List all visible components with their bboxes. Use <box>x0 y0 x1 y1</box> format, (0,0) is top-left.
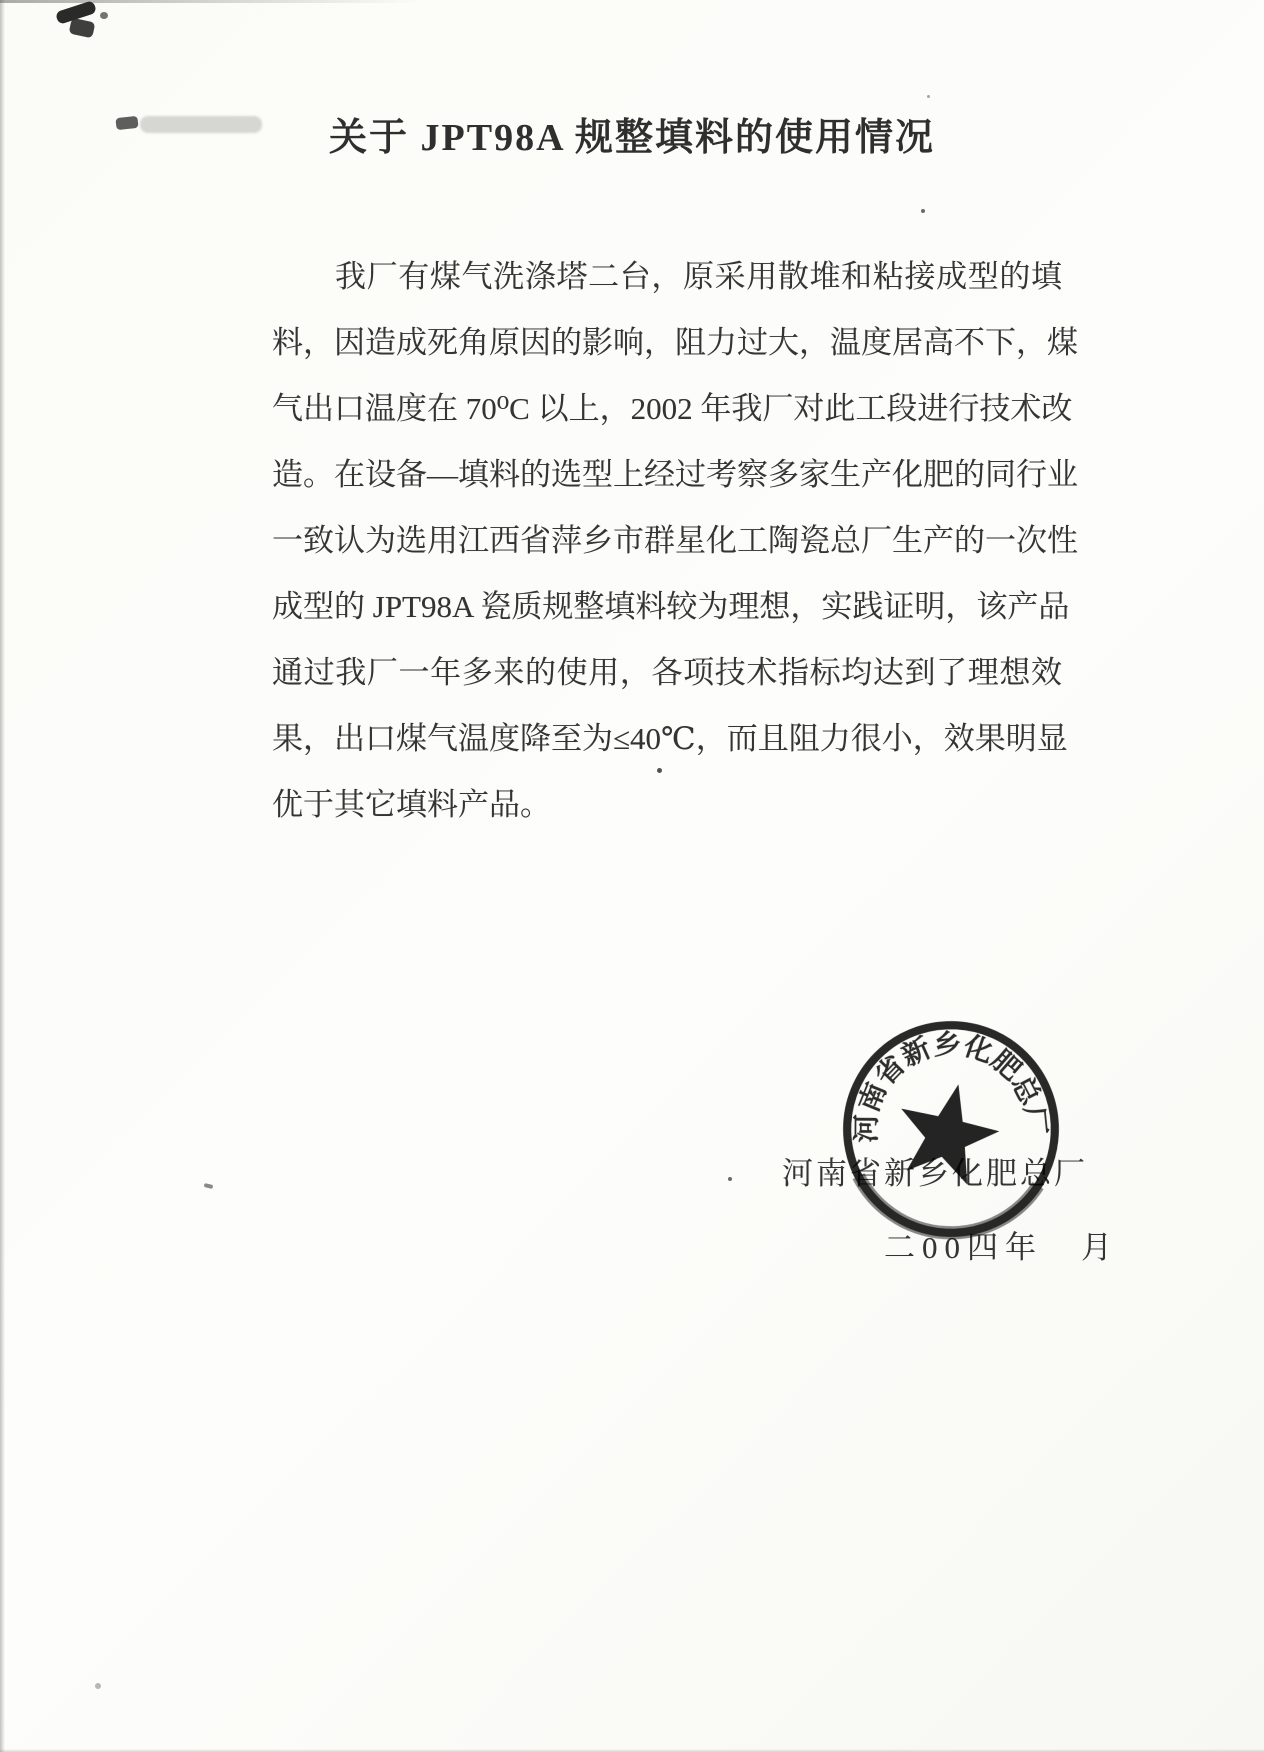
body-line: 气出口温度在 70⁰C 以上，2002 年我厂对此工段进行技术改 <box>272 391 1073 426</box>
signature-organization: 河南省新乡化肥总厂 <box>782 1156 1088 1191</box>
body-line: 成型的 JPT98A 瓷质规整填料较为理想，实践证明，该产品 <box>272 589 1070 624</box>
body-line: 果，出口煤气温度降至为≤40℃，而且阻力很小，效果明显 <box>272 721 1068 756</box>
body-line: 优于其它填料产品。 <box>272 787 551 822</box>
stamp-arc-text: 河南省新乡化肥总厂 <box>851 1029 1052 1143</box>
star-icon <box>897 1081 1001 1186</box>
scan-artifact <box>69 18 96 39</box>
body-line: 我厂有煤气洗涤塔二台，原采用散堆和粘接成型的填 <box>335 259 1062 294</box>
scan-speck <box>728 1177 732 1181</box>
scan-edge-shadow <box>0 0 5 1752</box>
scan-speck <box>921 209 925 213</box>
signature-date: 二00四年 月 <box>884 1230 1119 1265</box>
scan-speck <box>927 95 930 98</box>
scan-speck <box>95 1683 101 1689</box>
scan-artifact <box>100 12 108 19</box>
body-line: 料，因造成死角原因的影响，阻力过大，温度居高不下，煤 <box>272 325 1078 360</box>
body-line: 造。在设备—填料的选型上经过考察多家生产化肥的同行业 <box>272 457 1078 492</box>
official-round-stamp <box>832 1010 1070 1248</box>
stamp-graphic <box>832 1010 1070 1248</box>
document-body <box>272 244 1078 838</box>
document-title: 关于 JPT98A 规整填料的使用情况 <box>329 117 935 159</box>
scan-speck <box>204 1183 214 1189</box>
scan-edge-shadow <box>0 0 420 3</box>
stamp-smudge-arc <box>856 1176 1038 1237</box>
body-line: 一致认为选用江西省萍乡市群星化工陶瓷总厂生产的一次性 <box>272 523 1078 558</box>
body-line: 通过我厂一年多来的使用，各项技术指标均达到了理想效 <box>272 655 1062 690</box>
